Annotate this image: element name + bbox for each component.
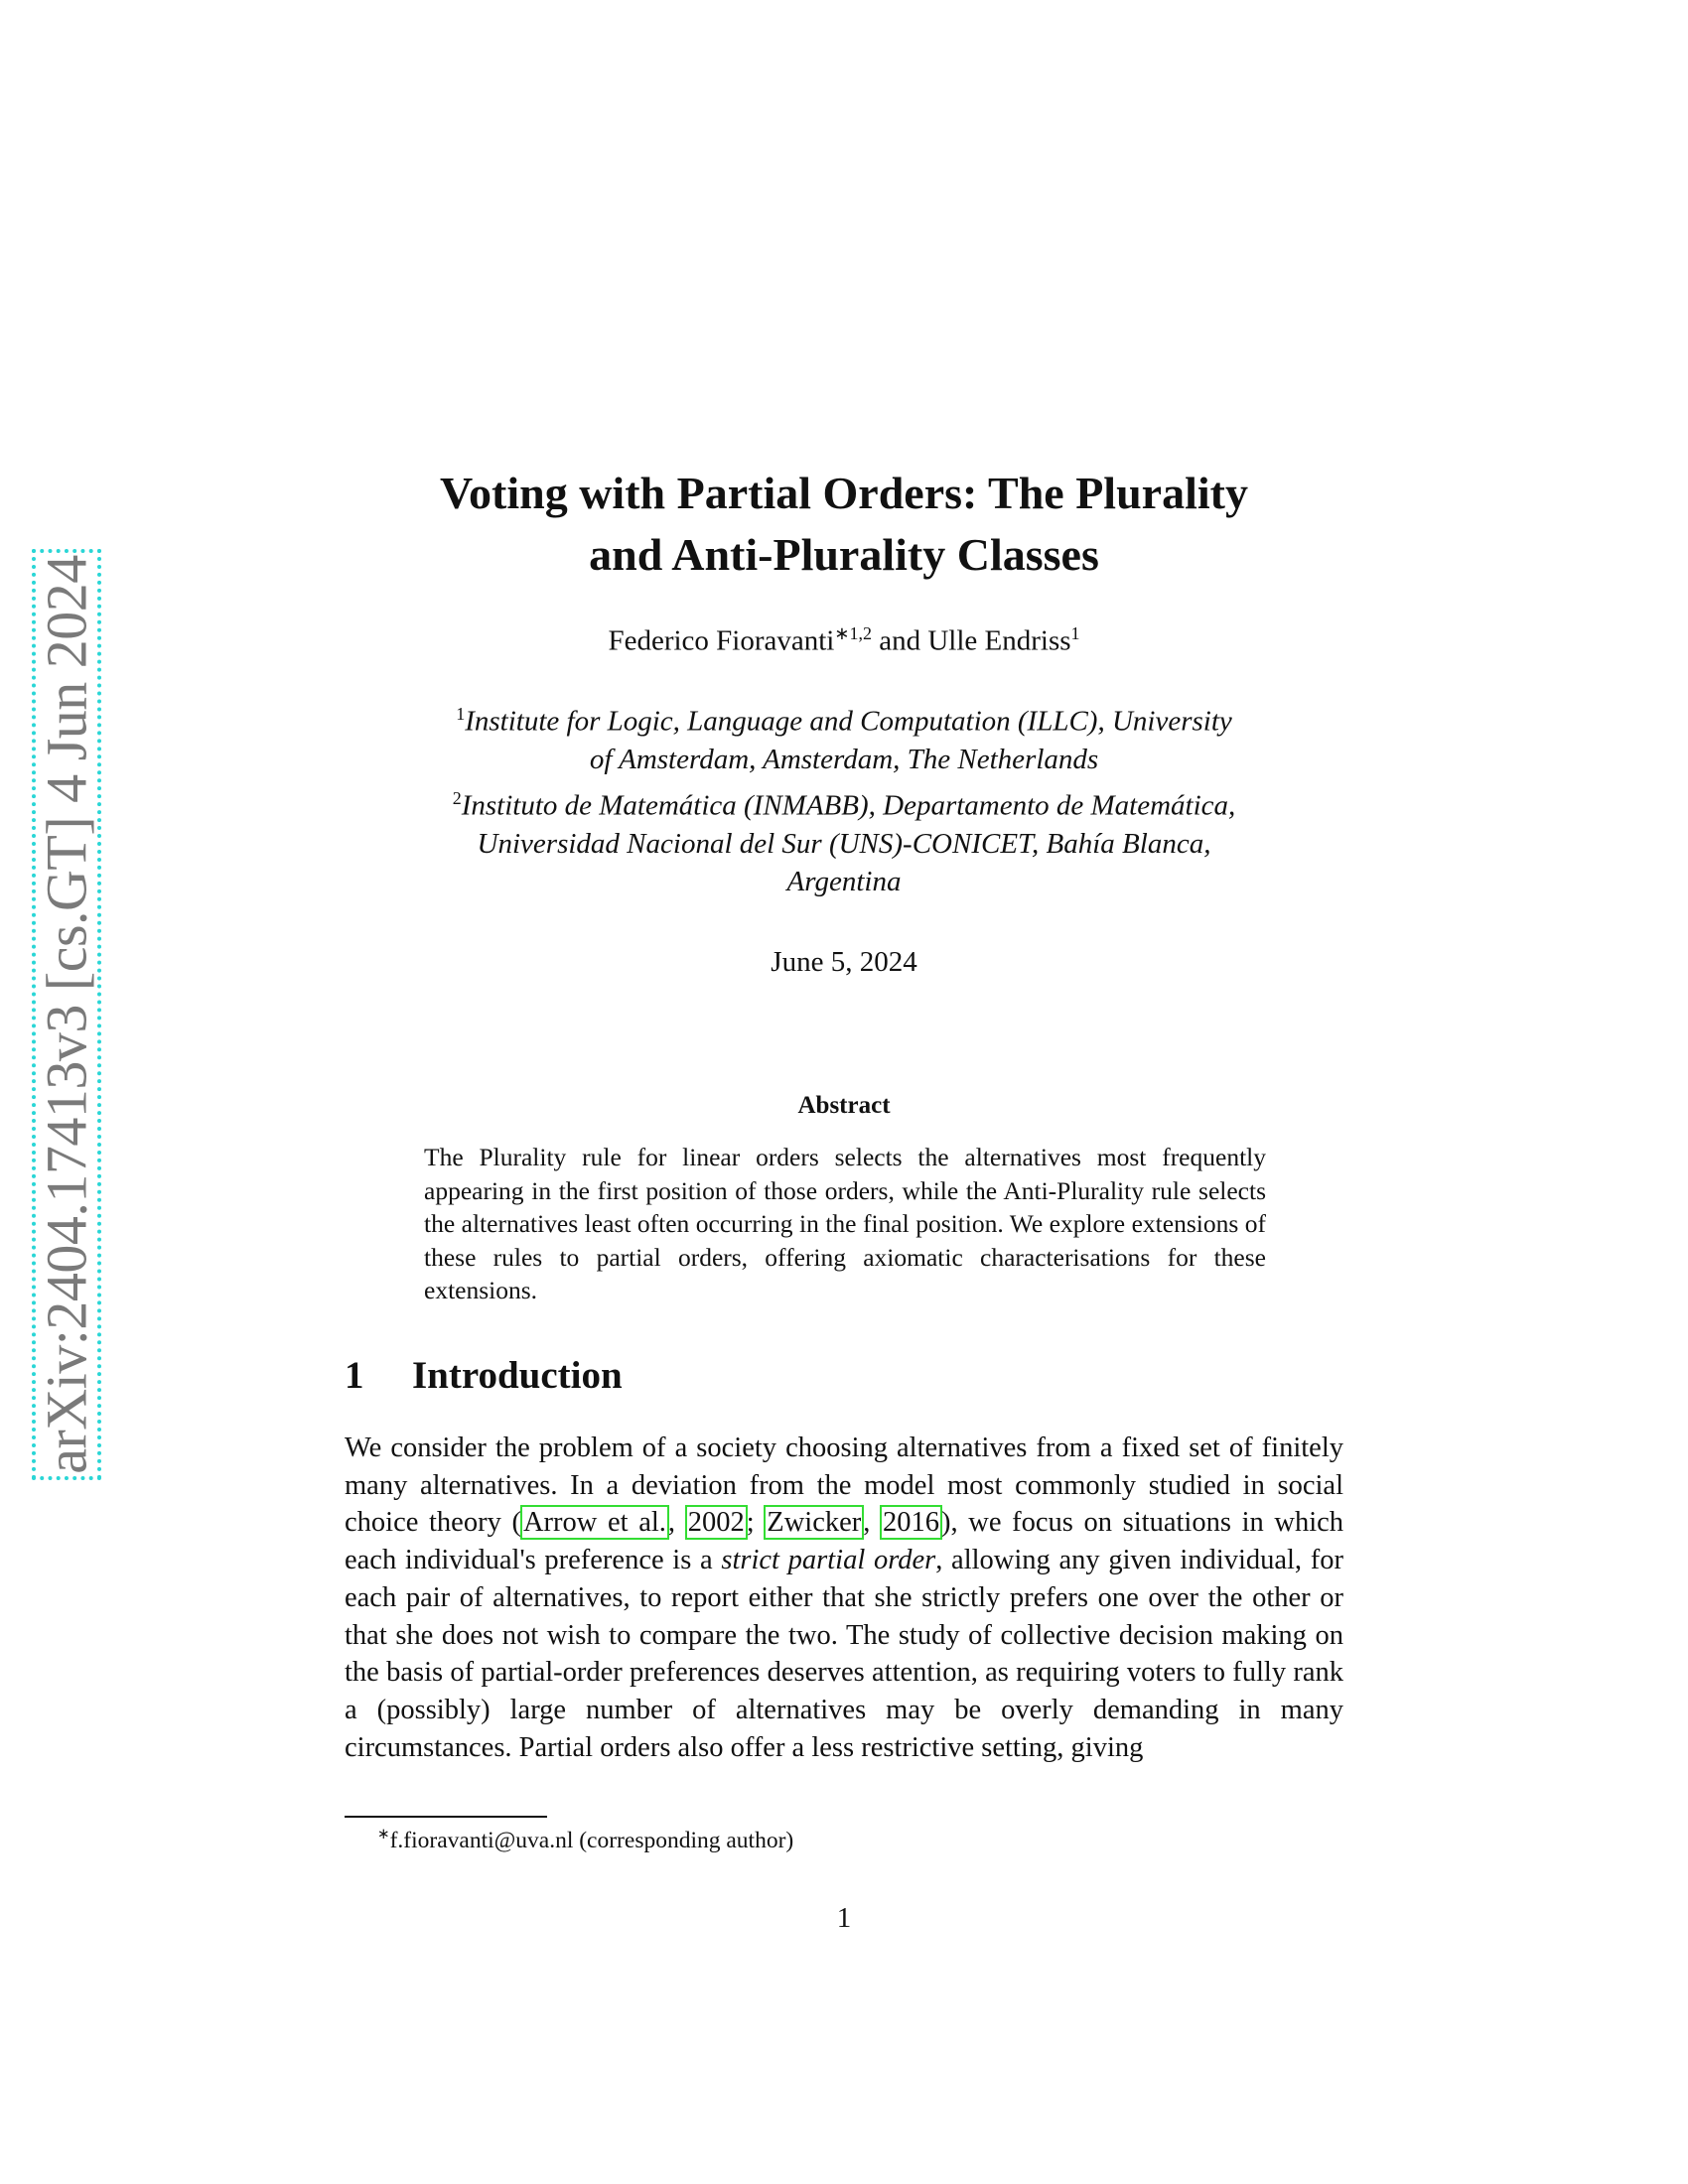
section-heading xyxy=(345,1353,623,1398)
footnote-text: f.fioravanti@uva.nl (corresponding author) xyxy=(389,1827,794,1853)
abstract-body: The Plurality rule for linear orders selects the alternatives most frequently appearing in the first position of those orders, while the Anti-Plurality rule selects the alternatives least often occurring in the final position. We explore extensions of these rules to partial orders, offering axiomatic characterisations for these extensions. xyxy=(424,1143,1266,1304)
paper-title xyxy=(338,463,1350,586)
author-list xyxy=(338,623,1350,658)
author-marks: 1 xyxy=(1070,623,1080,643)
section-number: 1 xyxy=(345,1354,364,1397)
title-line-1: Voting with Partial Orders: The Plurality xyxy=(440,468,1248,518)
affiliation-1 xyxy=(338,695,1350,741)
footnote-rule xyxy=(345,1816,547,1818)
body-text: ), we focus on situations in which each individual's preference is a xyxy=(345,1507,1344,1576)
introduction-paragraph xyxy=(345,1430,1343,1766)
author-marks: ∗1,2 xyxy=(834,623,872,643)
author-name: Federico Fioravanti xyxy=(608,624,835,657)
affiliations xyxy=(338,695,1350,901)
author-name: Ulle Endriss xyxy=(927,624,1071,657)
section-title: Introduction xyxy=(412,1354,623,1397)
citation-link-zwicker-year[interactable]: 2016 xyxy=(880,1505,942,1540)
arxiv-identifier: arXiv:2404.17413v3 [cs.GT] 4 Jun 2024 xyxy=(34,555,99,1474)
footnote-mark: ∗ xyxy=(377,1827,390,1843)
affiliation-text: Institute for Logic, Language and Computation (ILLC), University xyxy=(465,705,1232,738)
citation-separator: ; xyxy=(746,1507,766,1539)
citation-link-zwicker[interactable]: Zwicker xyxy=(764,1505,864,1540)
affiliation-text: Argentina xyxy=(786,866,902,898)
emphasized-term: strict partial order xyxy=(721,1545,936,1576)
affiliation-mark: 1 xyxy=(456,704,466,724)
citation-link-arrow[interactable]: Arrow et al. xyxy=(520,1505,669,1540)
citation-separator: , xyxy=(667,1507,686,1539)
footnote xyxy=(377,1825,793,1854)
affiliation-text: Instituto de Matemática (INMABB), Departamento de Matemática, xyxy=(461,789,1236,822)
abstract-heading: Abstract xyxy=(797,1092,891,1119)
affiliation-text: of Amsterdam, Amsterdam, The Netherlands xyxy=(589,744,1099,776)
arxiv-identifier-link[interactable] xyxy=(32,549,101,1480)
citation-separator: , xyxy=(863,1507,882,1539)
paper-date: June 5, 2024 xyxy=(771,946,917,978)
affiliation-mark: 2 xyxy=(452,787,462,808)
body-text: , allowing any given individual, for each pair of alternatives, to report either that she strictly prefers one over the other or that she does not wish to compare the two. The study of collective decision making on the basis of partial-order preferences deserves attention, as requiring voters to fully rank a (possibly) large number of alternatives may be overly demanding in many circumstances. Partial orders also offer a less restrictive setting, giving xyxy=(345,1545,1343,1763)
page-number: 1 xyxy=(836,1902,852,1934)
affiliation-2 xyxy=(338,779,1350,825)
citation-link-arrow-year[interactable]: 2002 xyxy=(685,1505,748,1540)
title-line-2: and Anti-Plurality Classes xyxy=(589,529,1099,580)
body-text: We consider the problem of a society choosing alternatives from a fixed set of finitely many alternatives. In a deviation from the model most commonly studied in social choice theory ( xyxy=(345,1433,1343,1539)
affiliation-text: Universidad Nacional del Sur (UNS)-CONICET, Bahía Blanca, xyxy=(477,827,1211,860)
author-joiner: and xyxy=(871,624,928,657)
